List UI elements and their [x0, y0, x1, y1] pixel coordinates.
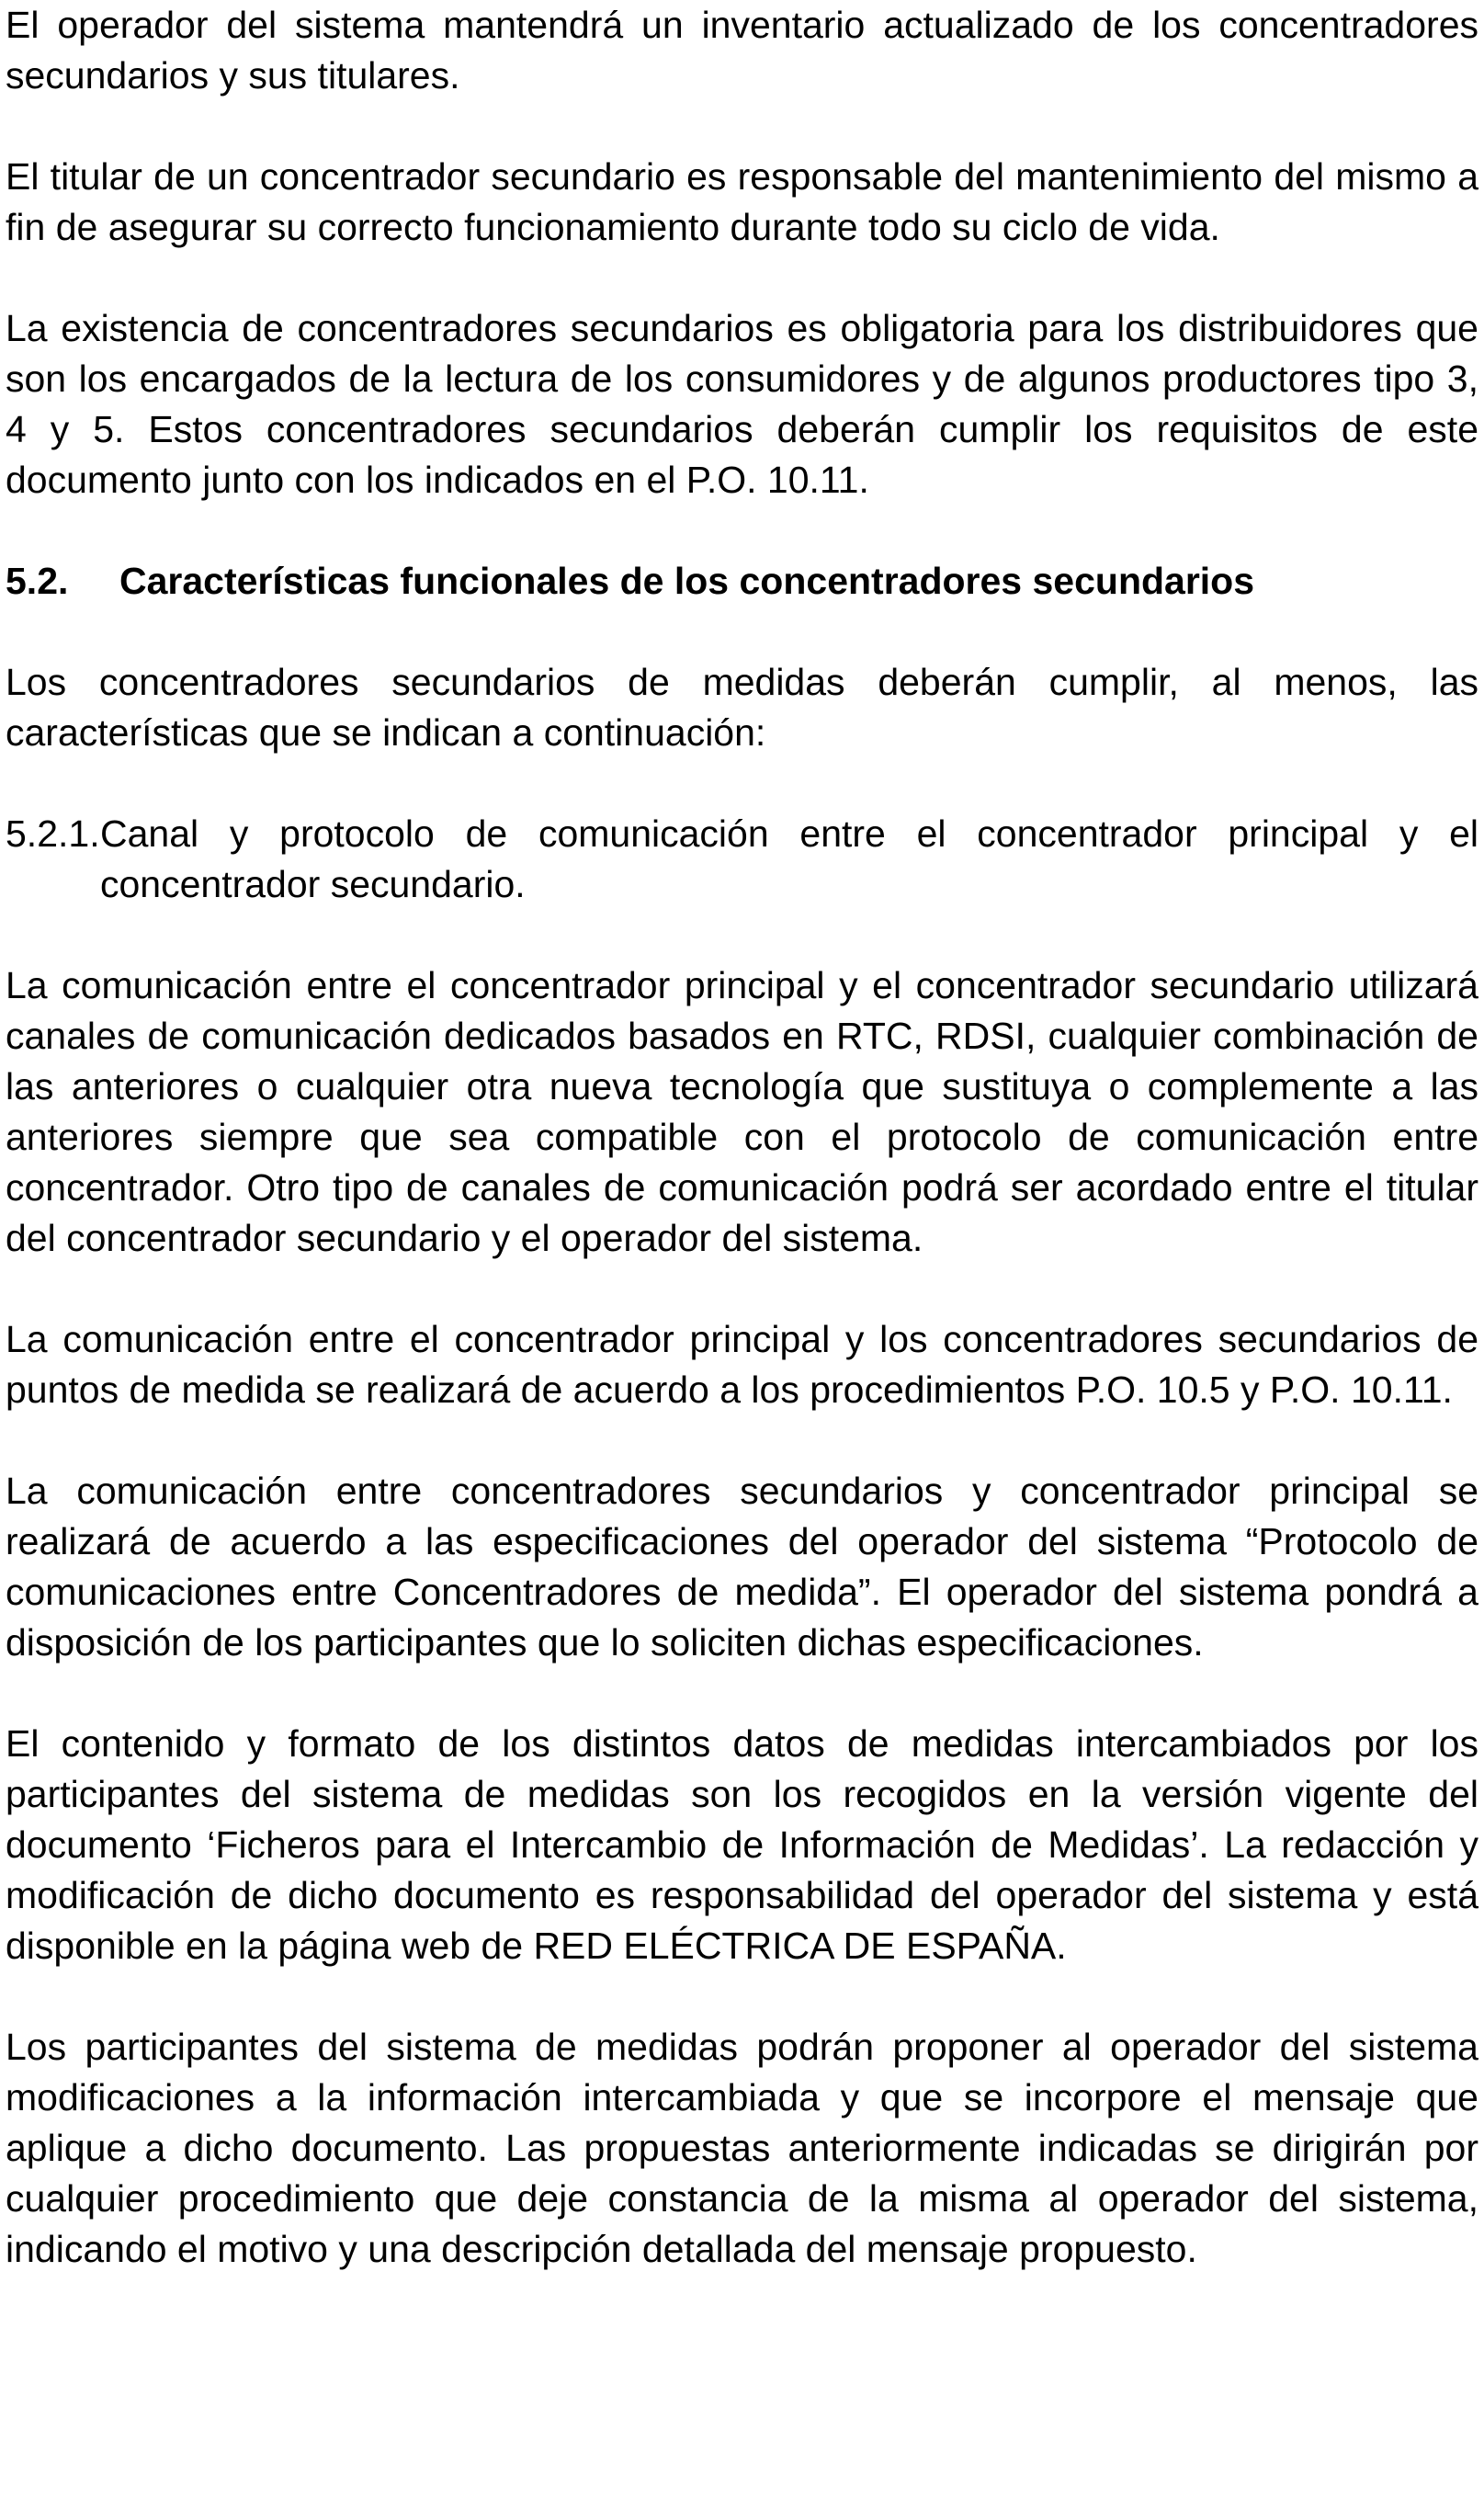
paragraph-communication-channels: La comunicación entre el concentrador principal y el concentrador secundario utilizará canales de comunicación dedicados basados en RTC, RDSI, cualquier combinación de las anteriores o cualquier otra nueva tecnología que sustituya o complemente a las anteriores siempre que sea compatible con el protocolo de comunicación entre concentrador. Otro tipo de canales de comunicación podrá ser acordado entre el titular del concentrador secundario y el operador del sistema. [6, 964, 1478, 1259]
paragraph-owner-responsibility: El titular de un concentrador secundario es responsable del mantenimiento del mismo a fin de asegurar su correcto funcionamiento durante todo su ciclo de vida. [6, 155, 1478, 248]
paragraph-communication-procedures: La comunicación entre el concentrador principal y los concentradores secundarios de puntos de medida se realizará de acuerdo a los procedimientos P.O. 10.5 y P.O. 10.11. [6, 1318, 1478, 1411]
section-heading [6, 556, 1478, 607]
subsection-title: Canal y protocolo de comunicación entre el concentrador principal y el concentrador secundario. [100, 812, 1478, 905]
subsection-heading [6, 809, 1478, 910]
section-intro: Los concentradores secundarios de medidas deberán cumplir, al menos, las características que se indican a continuación: [6, 661, 1478, 754]
paragraph-data-format: El contenido y formato de los distintos datos de medidas intercambiados por los participantes del sistema de medidas son los recogidos en la versión vigente del documento ‘Ficheros para el Intercambio de Información de Medidas’. La redacción y modificación de dicho documento es responsabilidad del operador del sistema y está disponible en la página web de RED ELÉCTRICA DE ESPAÑA. [6, 1722, 1478, 1967]
paragraph-inventory: El operador del sistema mantendrá un inventario actualizado de los concentradores secundarios y sus titulares. [6, 4, 1478, 97]
paragraph-communication-protocol: La comunicación entre concentradores secundarios y concentrador principal se realizará de acuerdo a las especificaciones del operador del sistema “Protocolo de comunicaciones entre Concentradores de medida”. El operador del sistema pondrá a disposición de los participantes que lo soliciten dichas especificaciones. [6, 1470, 1478, 1664]
section-title: Características funcionales de los concentradores secundarios [119, 560, 1255, 602]
paragraph-mandatory-concentrators: La existencia de concentradores secundarios es obligatoria para los distribuidores que son los encargados de la lectura de los consumidores y de algunos productores tipo 3, 4 y 5. Estos concentradores secundarios deberán cumplir los requisitos de este documento junto con los indicados en el P.O. 10.11. [6, 307, 1478, 501]
paragraph-proposals: Los participantes del sistema de medidas podrán proponer al operador del sistema modificaciones a la información intercambiada y que se incorpore el mensaje que aplique a dicho documento. Las propuestas anteriormente indicadas se dirigirán por cualquier procedimiento que deje constancia de la misma al operador del sistema, indicando el motivo y una descripción detallada del mensaje propuesto. [6, 2026, 1478, 2270]
section-number: 5.2. [6, 560, 69, 602]
subsection-number: 5.2.1. [6, 812, 100, 855]
